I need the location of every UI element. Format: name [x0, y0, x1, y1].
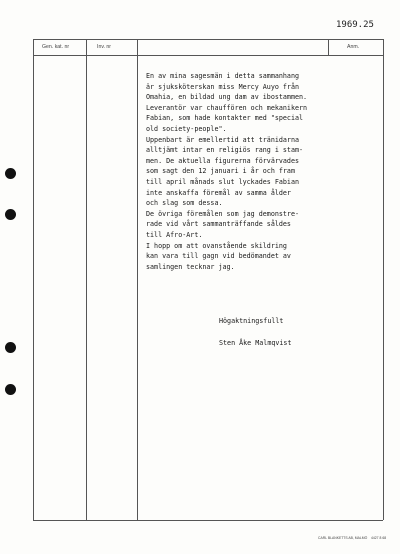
letter-line: och slag som dessa.	[146, 199, 223, 208]
letter-body	[146, 73, 386, 274]
letter-line: Leverantör var chauffören och mekanikern	[146, 103, 308, 112]
table-left-border	[33, 39, 34, 520]
letter-line: De övriga föremålen som jag demonstre-	[146, 209, 299, 218]
letter-line: old society-people".	[146, 124, 227, 133]
reference-number: 1969.25	[336, 20, 374, 30]
letter-line: till april månads slut lyckades Fabian	[146, 177, 299, 186]
letter-line: är sjuksköterskan miss Mercy Auyo från	[146, 82, 299, 91]
letter-line: alltjämt intar en religiös rang i stam-	[146, 146, 304, 155]
column-header-anm: Anm.	[347, 44, 360, 50]
column-header-gen-kat-nr: Gen. kat. nr	[42, 44, 70, 50]
binder-hole	[5, 209, 16, 220]
letter-line: En av mina sagesmän i detta sammanhang	[146, 72, 299, 80]
letter-line: som sagt den 12 januari i år och fram	[146, 167, 295, 176]
closing-line: Högaktningsfullt	[219, 317, 284, 325]
column-divider-inv-text	[137, 39, 138, 520]
column-header-inv-nr: Inv. nr	[97, 44, 112, 50]
letter-line: I hopp om att ovanstående skildring	[146, 241, 287, 250]
letter-line: Omahia, en bildad ung dam av ibostammen.	[146, 93, 308, 102]
signature-name: Sten Åke Malmqvist	[219, 339, 292, 347]
letter-line: rade vid vårt sammanträffande såldes	[146, 220, 291, 229]
column-divider-text-anm	[328, 39, 329, 55]
binder-hole	[5, 342, 16, 353]
column-divider-gen-inv	[86, 39, 87, 520]
letter-line: men. De aktuella figurerna förvärvades	[146, 156, 299, 165]
letter-line: samlingen tecknar jag.	[146, 262, 235, 271]
printer-mark: CARL BLANKETTS AB, MALMÖ 4427 8 68	[318, 536, 387, 540]
letter-line: Uppenbart är emellertid att tränidarna	[146, 135, 299, 144]
letter-line: kan vara till gagn vid bedömandet av	[146, 252, 291, 261]
binder-hole	[5, 168, 16, 179]
binder-hole	[5, 384, 16, 395]
letter-line: till Afro-Art.	[146, 230, 203, 239]
table-bottom-rule	[33, 520, 383, 521]
letter-line: Fabian, som hade kontakter med "special	[146, 114, 304, 123]
letter-line: inte anskaffa föremål av samma ålder	[146, 188, 291, 197]
